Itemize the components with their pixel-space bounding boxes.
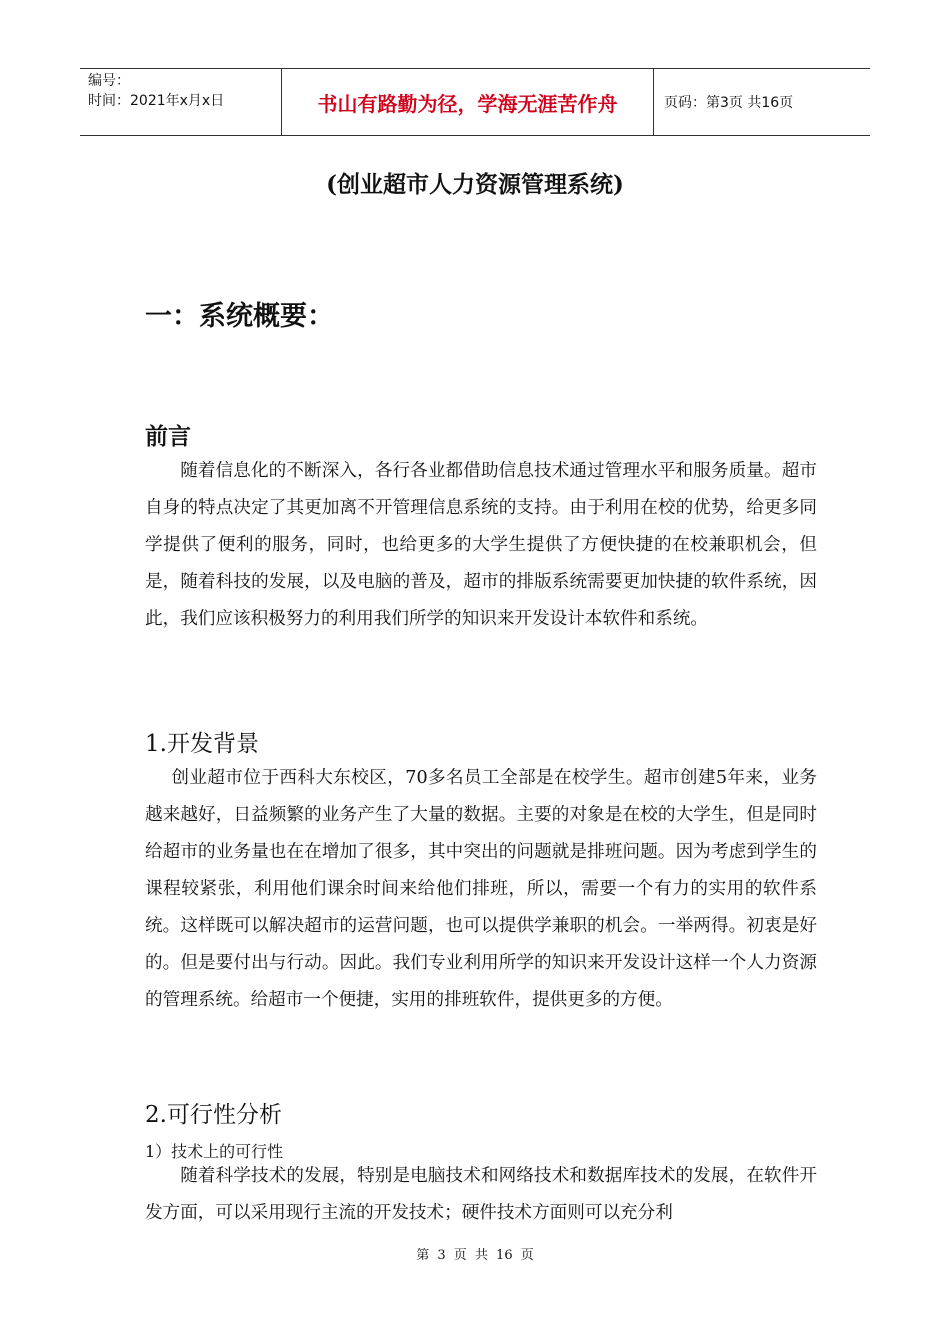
page-footer: 第 3 页 共 16 页 [416, 1248, 534, 1263]
feasibility-subheading: 1）技术上的可行性 [145, 1142, 284, 1161]
number-label: 编号： [88, 73, 130, 89]
header-meta-cell [80, 69, 282, 135]
feasibility-paragraph: 随着科学技术的发展，特别是电脑技术和网络技术和数据库技术的发展，在软件开发方面，可以采用现行主流的开发技术；硬件技术方面则可以充分利 [145, 1166, 817, 1223]
background-heading: 1.开发背景 [145, 731, 259, 757]
section-heading-overview: 一：系统概要： [145, 301, 334, 332]
page-header [80, 68, 870, 136]
header-motto: 书山有路勤为径，学海无涯苦作舟 [282, 69, 654, 135]
header-page-info: 页码：第3页 共16页 [664, 95, 794, 111]
preface-paragraph: 随着信息化的不断深入，各行各业都借助信息技术通过管理水平和服务质量。超市自身的特点决定了其更加离不开管理信息系统的支持。由于利用在校的优势，给更多同学提供了便利的服务，同时，也给更多的大学生提供了方便快捷的在校兼职机会，但是，随着科技的发展，以及电脑的普及，超市的排版系统需要更加快捷的软件系统，因此，我们应该积极努力的利用我们所学的知识来开发设计本软件和系统。 [145, 461, 817, 629]
background-paragraph: 创业超市位于西科大东校区，70多名员工全部是在校学生。超市创建5年来，业务越来越好，日益频繁的业务产生了大量的数据。主要的对象是在校的大学生，但是同时给超市的业务量也在在增加了很多，其中突出的问题就是排班问题。因为考虑到学生的课程较紧张，利用他们课余时间来给他们排班，所以，需要一个有力的实用的软件系统。这样既可以解决超市的运营问题，也可以提供学兼职的机会。一举两得。初衷是好的。但是要付出与行动。因此。我们专业利用所学的知识来开发设计这样一个人力资源的管理系统。给超市一个便捷，实用的排班软件，提供更多的方便。 [145, 768, 817, 1010]
document-title: (创业超市人力资源管理系统) [326, 171, 624, 198]
time-label: 时间：2021年x月x日 [88, 93, 225, 109]
feasibility-heading: 2.可行性分析 [145, 1102, 282, 1128]
preface-heading: 前言 [145, 424, 191, 450]
